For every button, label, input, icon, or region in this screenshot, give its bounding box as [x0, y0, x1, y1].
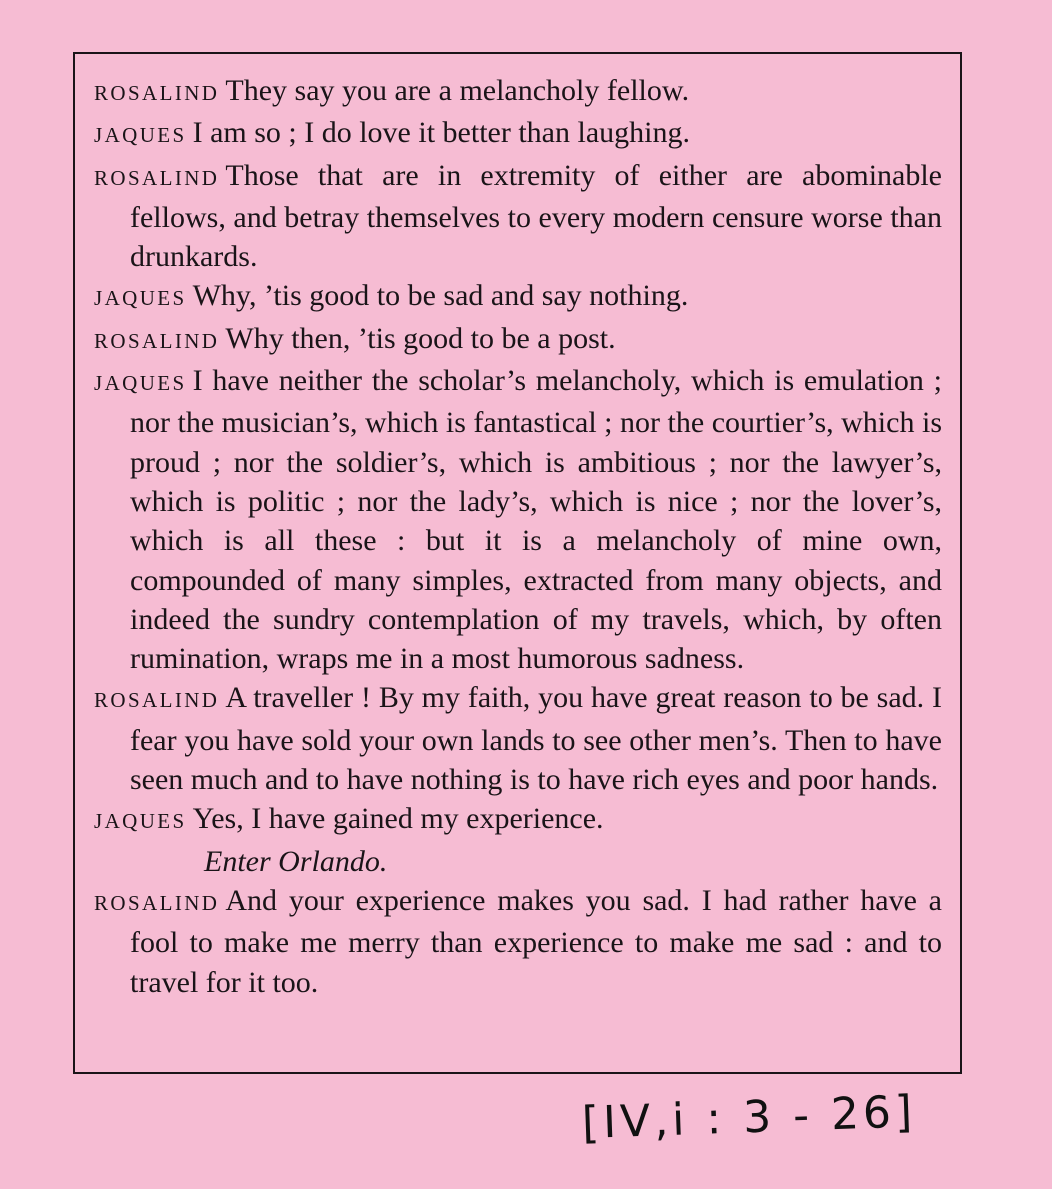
- speaker-name: JAQUES: [94, 809, 187, 834]
- speech-jaques-4: [94, 799, 942, 841]
- speech-text: They say you are a melancholy fellow.: [225, 74, 690, 107]
- handwritten-reference: [IV,i : 3 - 26]: [581, 1086, 917, 1149]
- speaker-name: JAQUES: [94, 123, 187, 148]
- speech-jaques-1: [94, 113, 942, 155]
- speech-rosalind-4: [94, 678, 942, 799]
- speech-text: I have neither the scholar’s melancholy, which is emulation ; nor the musician’s, which is fantastical ; nor the courtier’s, which is proud ; nor the soldier’s, which is ambitious ; nor the lawyer’s, which is politic ; nor the lady’s, which is nice ; nor the lover’s, which is all these : but it is a melancholy of mine own, compounded of many simples, extracted from many objects, and indeed the sundry contemplation of my travels, which, by often rumination, wraps me in a most humorous sadness.: [130, 364, 942, 676]
- speech-text: A traveller ! By my faith, you have great reason to be sad. I fear you have sold your own lands to see other men’s. Then to have seen much and to have nothing is to have rich eyes and poor hands.: [130, 681, 942, 797]
- speech-rosalind-1: [94, 71, 942, 113]
- speaker-name: JAQUES: [94, 286, 187, 311]
- speaker-name: ROSALIND: [94, 81, 220, 105]
- speech-rosalind-5: [94, 881, 942, 1002]
- speaker-name: ROSALIND: [94, 328, 220, 353]
- speech-text: And your experience makes you sad. I had rather have a fool to make me merry than experience to make me sad : and to travel for it too.: [130, 883, 942, 999]
- speaker-name: ROSALIND: [94, 890, 220, 915]
- speech-jaques-3: [94, 361, 942, 678]
- speaker-name: JAQUES: [94, 371, 187, 396]
- play-excerpt: [94, 71, 942, 1002]
- speech-text: I am so ; I do love it better than laughing.: [192, 116, 690, 150]
- speaker-name: ROSALIND: [94, 688, 220, 713]
- speech-text: Why then, ’tis good to be a post.: [225, 321, 616, 355]
- speaker-name: ROSALIND: [94, 165, 220, 190]
- speech-text: Yes, I have gained my experience.: [192, 802, 604, 836]
- text-frame: [73, 52, 962, 1074]
- speech-text: Those that are in extremity of either are abominable fellows, and betray themselves to every modern censure worse than drunkards.: [130, 158, 942, 274]
- speech-jaques-2: [94, 276, 942, 318]
- stage-direction: Enter Orlando.: [204, 844, 388, 878]
- speech-rosalind-3: [94, 319, 942, 361]
- speech-text: Why, ’tis good to be sad and say nothing.: [192, 279, 689, 313]
- speech-rosalind-2: [94, 156, 942, 277]
